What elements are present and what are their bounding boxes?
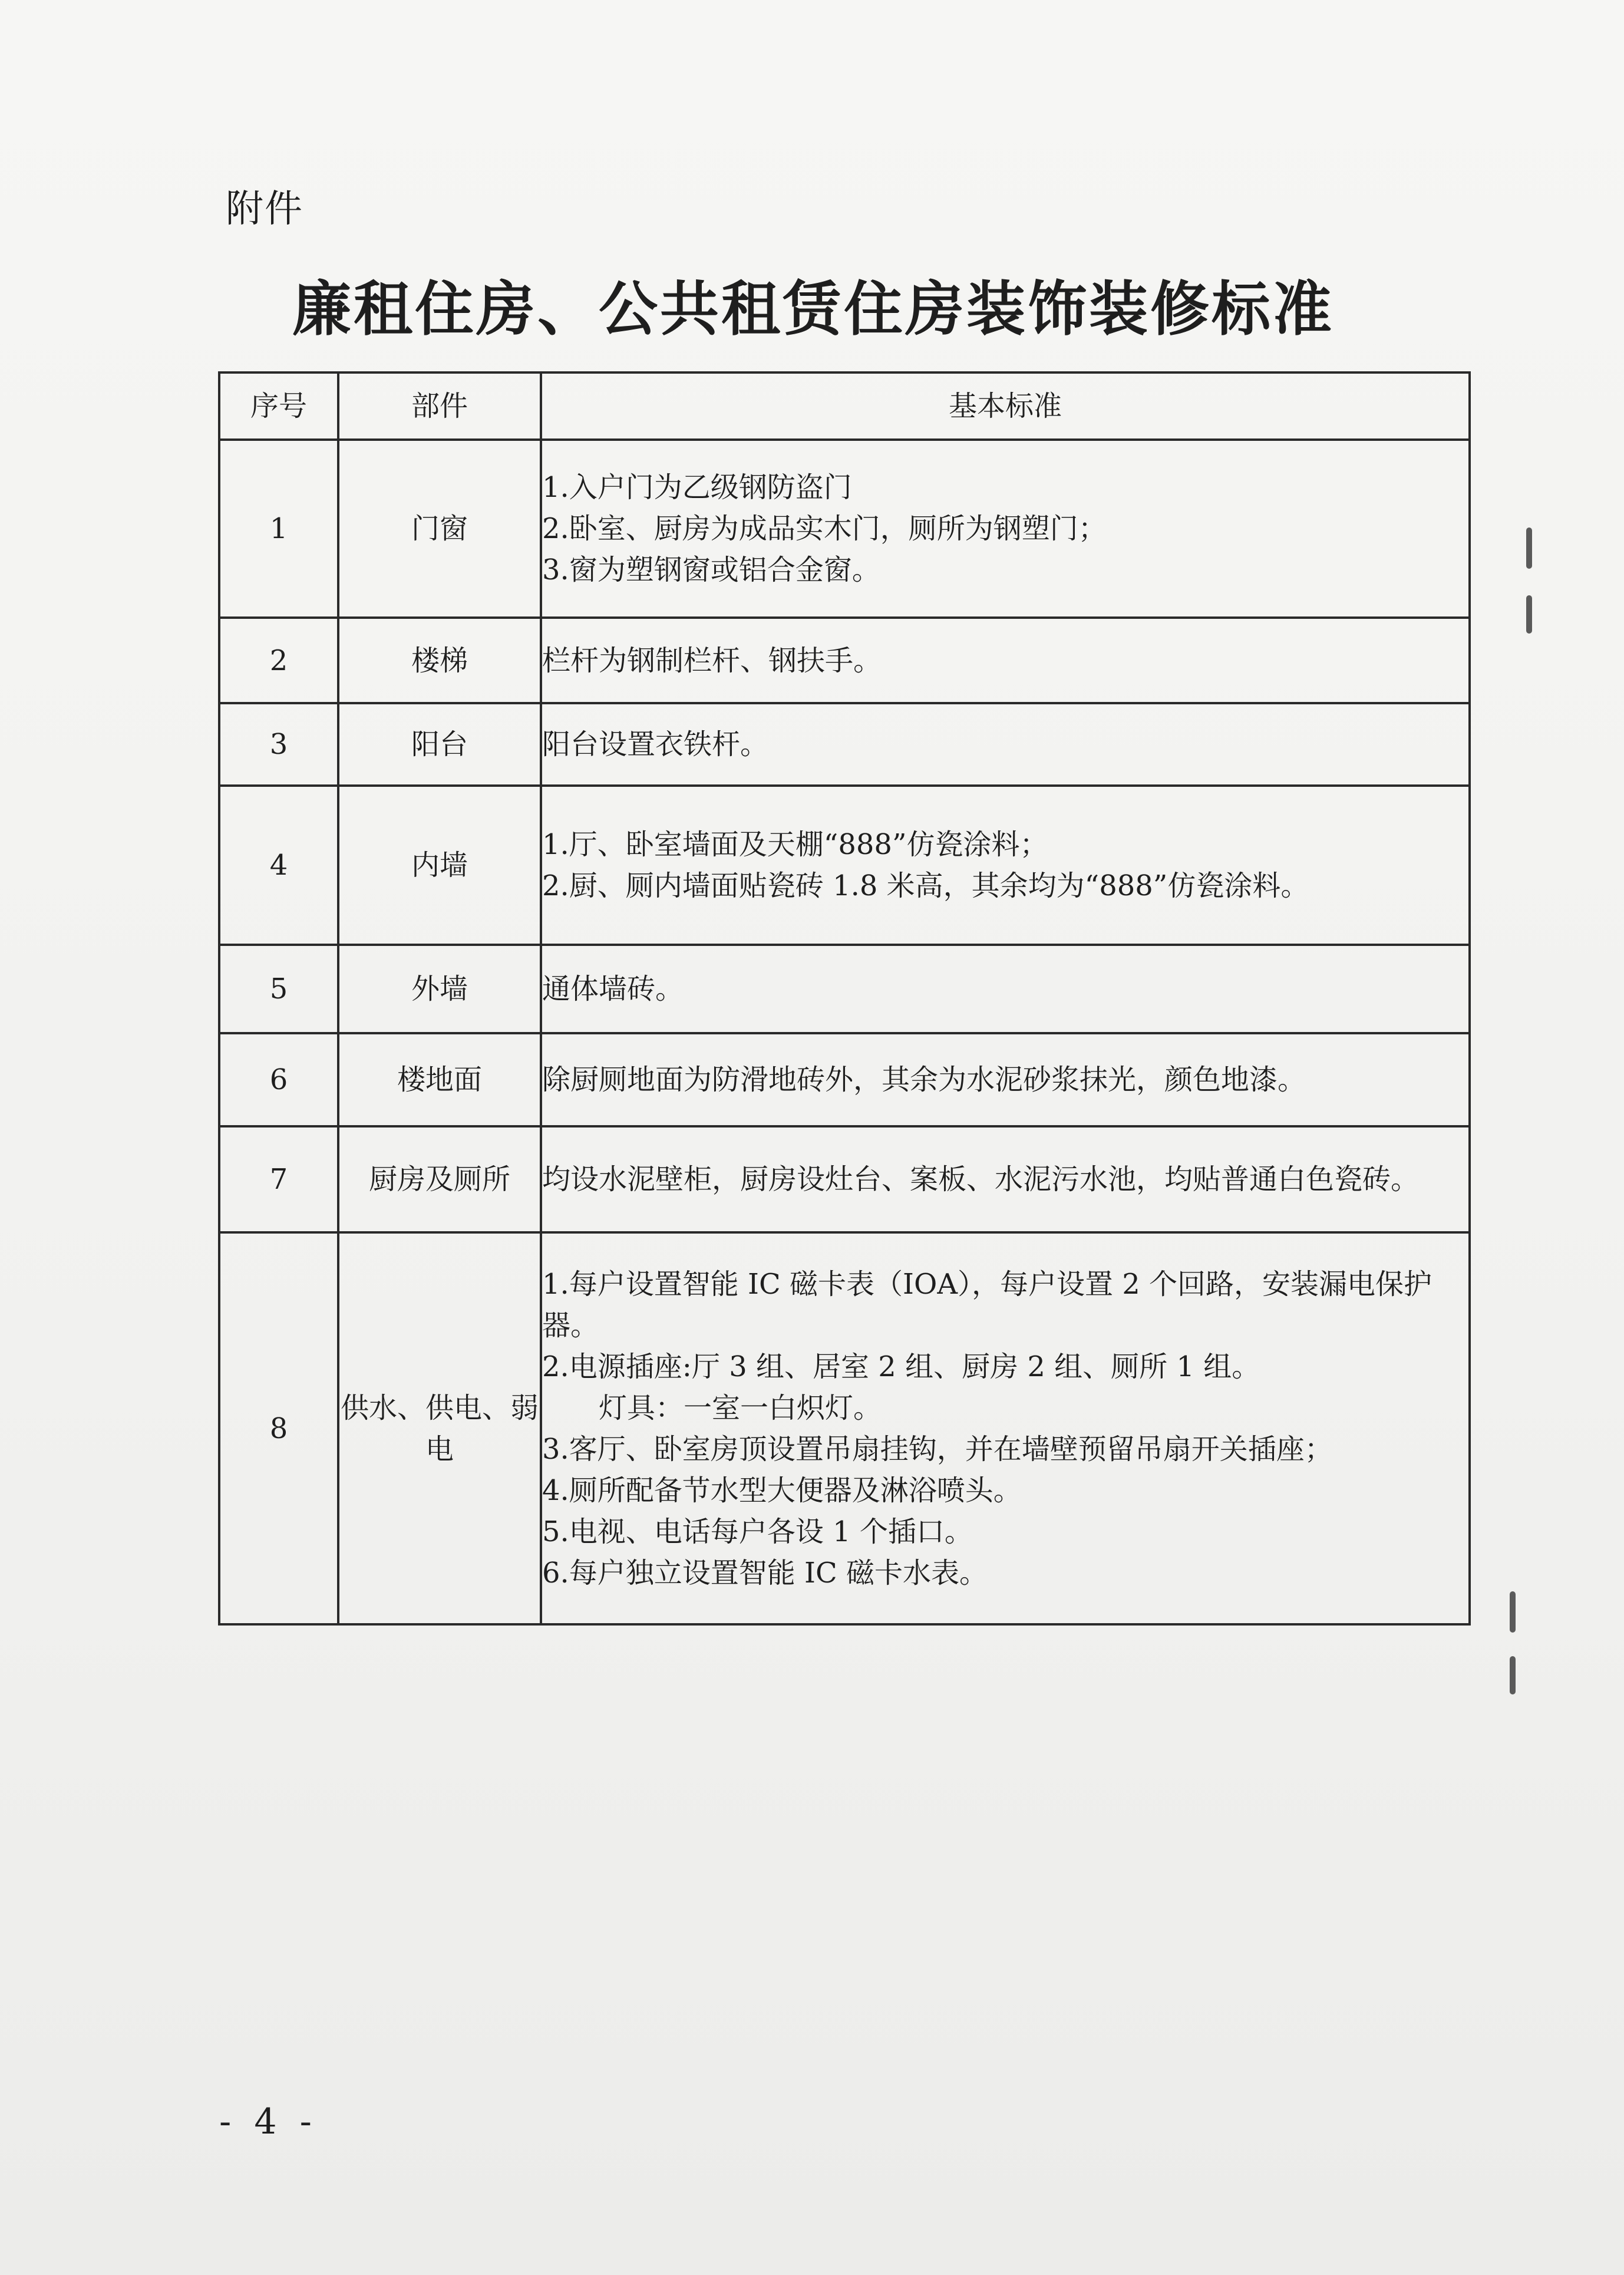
- row-part: 楼梯: [338, 618, 541, 703]
- standard-line: 3.客厅、卧室房顶设置吊扇挂钩，并在墙壁预留吊扇开关插座；: [542, 1432, 1333, 1466]
- row-no: 2: [219, 618, 338, 703]
- row-no: 8: [219, 1232, 338, 1624]
- table-row: [219, 1232, 1470, 1624]
- row-no: 5: [219, 945, 338, 1033]
- row-part: 门窗: [338, 440, 541, 618]
- table-row: [219, 703, 1470, 786]
- page-number: - 4 -: [219, 2101, 318, 2142]
- binding-staple-mark: [1526, 527, 1532, 569]
- standard-line: 2.电源插座:厅 3 组、居室 2 组、厨房 2 组、厕所 1 组。: [542, 1350, 1260, 1383]
- standards-table: [218, 371, 1471, 1626]
- table-row: [219, 440, 1470, 618]
- standard-line: 栏杆为钢制栏杆、钢扶手。: [542, 644, 882, 677]
- standard-line: 阳台设置衣铁杆。: [542, 728, 769, 761]
- binding-staple-mark: [1526, 595, 1532, 634]
- row-part: 供水、供电、弱电: [338, 1232, 541, 1624]
- standard-line: 4.厕所配备节水型大便器及淋浴喷头。: [542, 1473, 1022, 1507]
- row-standard: [541, 945, 1470, 1033]
- table-row: [219, 786, 1470, 945]
- document-title: 廉租住房、公共租赁住房装饰装修标准: [292, 275, 1334, 344]
- row-standard: [541, 786, 1470, 945]
- row-standard: [541, 1033, 1470, 1126]
- standard-line: 1.厅、卧室墙面及天棚“888”仿瓷涂料；: [542, 828, 1048, 861]
- row-no: 1: [219, 440, 338, 618]
- standard-line: 2.卧室、厨房为成品实木门，厕所为钢塑门；: [542, 512, 1107, 545]
- header-no: 序号: [219, 372, 338, 440]
- header-standard: 基本标准: [541, 372, 1470, 440]
- standard-line: 1.每户设置智能 IC 磁卡表（IOA），每户设置 2 个回路，安装漏电保护器。: [542, 1267, 1432, 1342]
- row-standard: [541, 1126, 1470, 1232]
- row-standard: [541, 618, 1470, 703]
- row-no: 4: [219, 786, 338, 945]
- row-part: 楼地面: [338, 1033, 541, 1126]
- table-row: [219, 1033, 1470, 1126]
- standard-line: 6.每户独立设置智能 IC 磁卡水表。: [542, 1556, 988, 1590]
- row-standard: [541, 440, 1470, 618]
- table-row: [219, 1126, 1470, 1232]
- table-header-row: [219, 372, 1470, 440]
- binding-staple-mark: [1510, 1656, 1516, 1694]
- standard-line: 除厨厕地面为防滑地砖外，其余为水泥砂浆抹光，颜色地漆。: [542, 1063, 1306, 1096]
- row-part: 厨房及厕所: [338, 1126, 541, 1232]
- standard-line: 1.入户门为乙级钢防盗门: [542, 471, 852, 504]
- standard-line: 5.电视、电话每户各设 1 个插口。: [542, 1515, 973, 1548]
- table-row: [219, 945, 1470, 1033]
- table-row: [219, 618, 1470, 703]
- standard-line: 灯具：一室一白炽灯。: [599, 1391, 882, 1425]
- row-part: 内墙: [338, 786, 541, 945]
- attachment-label: 附件: [226, 187, 303, 231]
- binding-staple-mark: [1510, 1591, 1516, 1633]
- row-part: 外墙: [338, 945, 541, 1033]
- row-part: 阳台: [338, 703, 541, 786]
- row-no: 6: [219, 1033, 338, 1126]
- row-no: 7: [219, 1126, 338, 1232]
- row-no: 3: [219, 703, 338, 786]
- standard-line: 2.厨、厕内墙面贴瓷砖 1.8 米高，其余均为“888”仿瓷涂料。: [542, 869, 1309, 902]
- standard-line: 3.窗为塑钢窗或铝合金窗。: [542, 553, 880, 586]
- standard-line: 通体墙砖。: [542, 972, 684, 1005]
- row-standard: [541, 1232, 1470, 1624]
- header-part: 部件: [338, 372, 541, 440]
- standard-line: 均设水泥壁柜，厨房设灶台、案板、水泥污水池，均贴普通白色瓷砖。: [542, 1163, 1420, 1196]
- row-standard: [541, 703, 1470, 786]
